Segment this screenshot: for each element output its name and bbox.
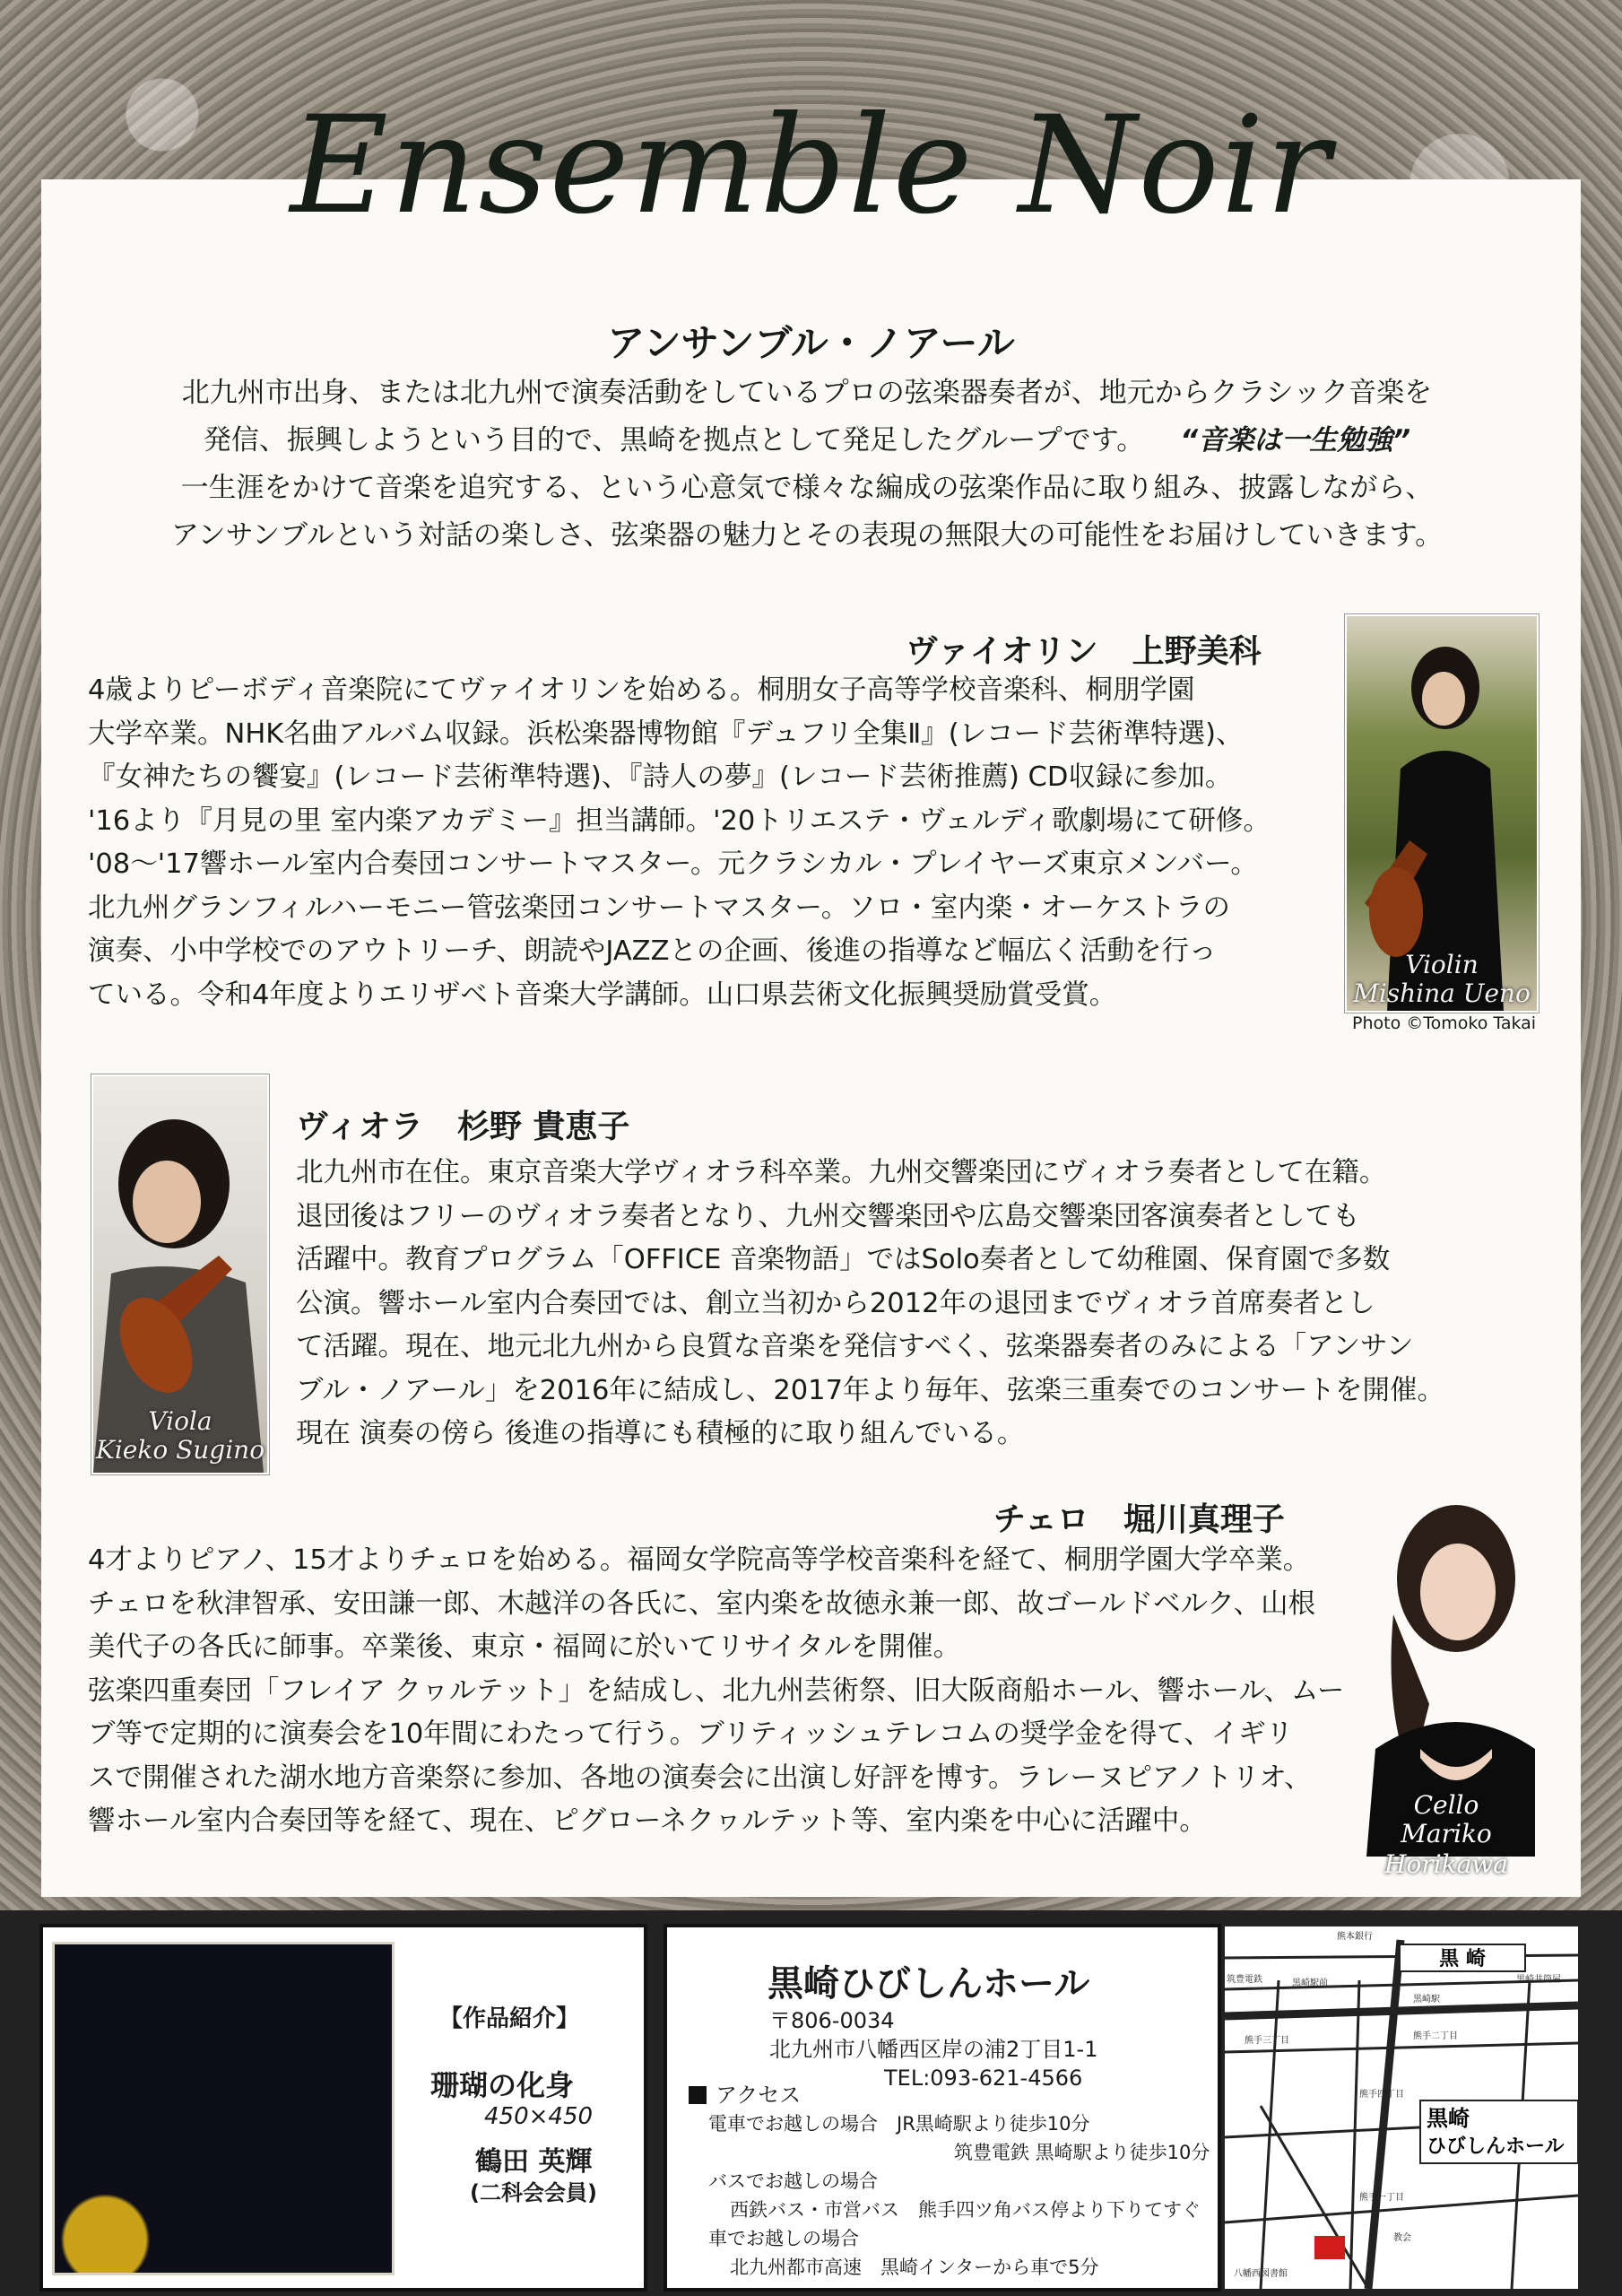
venue-address-block <box>769 2006 1097 2092</box>
ensemble-title: Ensemble Noir <box>290 88 1332 244</box>
cello-name: 堀川真理子 <box>1123 1501 1285 1538</box>
photo-credit: Photo ©Tomoko Takai <box>1352 1013 1537 1033</box>
access-map <box>1225 1926 1578 2289</box>
cello-caption-2: Mariko Horikawa <box>1384 1819 1508 1879</box>
viola-bio <box>296 1152 1444 1457</box>
violin-caption-2: Mishina Ueno <box>1353 978 1531 1008</box>
cellist-photo <box>1357 1480 1535 1879</box>
car-road: 北九州都市高速 <box>730 2257 862 2278</box>
bus-route: 熊手四ツ角バス停より下りてすぐ <box>918 2199 1201 2221</box>
map-label: 熊本銀行 <box>1337 1932 1373 1942</box>
map-venue-line-2: ひびしんホール <box>1427 2135 1565 2158</box>
viola-heading <box>296 1101 629 1147</box>
works-artist: 鶴田 英輝 <box>475 2146 593 2178</box>
bio-line: チェロを秋津智承、安田謙一郎、木越洋の各氏に、室内楽を故徳永兼一郎、故ゴールドベルク、山根 <box>88 1587 1316 1620</box>
bio-line: 活躍中。教育プログラム「OFFICE 音楽物語」ではSolo奏者として幼稚園、保育園で多数 <box>296 1244 1391 1275</box>
map-label: 熊手四丁目 <box>1359 2090 1404 2100</box>
venue-postal: 〒806-0034 <box>769 2008 895 2033</box>
bio-line: '08～'17響ホール室内合奏団コンサートマスター。元クラシカル・プレイヤーズ東京メンバー。 <box>88 848 1258 880</box>
bio-line: 北九州市在住。東京音楽大学ヴィオラ科卒業。九州交響楽団にヴィオラ奏者として在籍。 <box>296 1157 1387 1188</box>
map-label: 筑豊電鉄 <box>1227 1975 1262 1985</box>
access-car-label: 車でお越しの場合 <box>708 2228 859 2249</box>
map-label: 八幡西図書館 <box>1234 2269 1288 2279</box>
violin-bio <box>88 669 1271 1017</box>
map-label: 熊手三丁目 <box>1245 2036 1289 2046</box>
works-heading: 【作品紹介】 <box>439 2005 580 2032</box>
works-size: 450×450 <box>484 2103 594 2130</box>
bio-line: スで開催された湖水地方音楽祭に参加、各地の演奏会に出演し好評を博す。ラレーヌピアノトリオ、 <box>88 1761 1312 1794</box>
intro-line: 一生涯をかけて音楽を追究する、という心意気で様々な編成の弦楽作品に取り組み、披露しながら、 <box>180 472 1434 504</box>
viola-caption-1: Viola <box>148 1406 213 1436</box>
venue-address: 北九州市八幡西区岸の浦2丁目1-1 <box>769 2037 1098 2062</box>
map-label: 黒崎駅前 <box>1292 1979 1328 1988</box>
violin-name: 上野美科 <box>1132 633 1262 670</box>
train-label: 電車でお越しの場合 <box>708 2113 878 2135</box>
map-label: 黒崎駅 <box>1413 1995 1440 2005</box>
intro-line: アンサンブルという対話の楽しさ、弦楽器の魅力とその表現の無限大の可能性をお届けしていきます。 <box>170 519 1444 552</box>
map-drawing <box>1225 1926 1578 2289</box>
ensemble-subtitle: アンサンブル・ノアール <box>607 321 1015 365</box>
venue-tel: TEL:093-621-4566 <box>884 2066 1083 2091</box>
bio-line: 現在 演奏の傍ら 後進の指導にも積極的に取り組んでいる。 <box>296 1418 1025 1449</box>
bio-line: 北九州グランフィルハーモニー管弦楽団コンサートマスター。ソロ・室内楽・オーケストラの <box>88 891 1230 924</box>
intro-line: 北九州市出身、または北九州で演奏活動をしているプロの弦楽器奏者が、地元からクラシック音楽を <box>181 377 1433 409</box>
access-train-2 <box>689 2138 1210 2167</box>
cello-heading <box>993 1494 1285 1540</box>
violin-caption-1: Violin <box>1405 950 1479 979</box>
access-info <box>689 2081 1210 2282</box>
bio-line: ブ等で定期的に演奏会を10年間にわたって行う。ブリティッシュテレコムの奨学金を得て、イギリ <box>88 1718 1294 1750</box>
map-area-label: 黒 崎 <box>1439 1948 1486 1970</box>
bio-line: ブル・ノアール」を2016年に結成し、2017年より毎年、弦楽三重奏でのコンサートを開催。 <box>296 1374 1444 1406</box>
bio-line: 美代子の各氏に師事。卒業後、東京・福岡に於いてリサイタルを開催。 <box>88 1631 961 1663</box>
venue-name: 黒崎ひびしんホール <box>768 1963 1090 2005</box>
venue-marker <box>1314 2236 1345 2259</box>
map-label: 熊手一丁目 <box>1359 2193 1404 2203</box>
artwork-image <box>52 1942 395 2275</box>
intro-line <box>90 417 1524 465</box>
bio-line: 公演。響ホール室内合奏団では、創立当初から2012年の退団までヴィオラ首席奏者とし <box>296 1287 1375 1319</box>
cello-bio <box>88 1539 1344 1844</box>
car-route: 黒崎インターから車で5分 <box>880 2257 1099 2278</box>
intro-quote: “音楽は一生勉強” <box>1180 424 1411 457</box>
access-bus-label: バスでお越しの場合 <box>708 2170 878 2192</box>
violist-photo <box>91 1074 269 1474</box>
map-venue-line-1: 黒崎 <box>1427 2106 1470 2131</box>
bio-line: 4才よりピアノ、15才よりチェロを始める。福岡女学院高等学校音楽科を経て、桐朋学園大学卒業。 <box>88 1544 1311 1576</box>
train-route-2: 筑豊電鉄 黒崎駅より徒歩10分 <box>954 2142 1210 2163</box>
map-label: 熊手二丁目 <box>1413 2031 1458 2041</box>
access-bus <box>689 2196 1210 2224</box>
viola-instrument: ヴィオラ <box>296 1109 423 1145</box>
bio-line: 退団後はフリーのヴィオラ奏者となり、九州交響楽団や広島交響楽団客演奏者としても <box>296 1200 1360 1232</box>
bio-line: ている。令和4年度よりエリザベト音楽大学講師。山口県芸術文化振興奨励賞受賞。 <box>88 978 1117 1011</box>
bio-line: 響ホール室内合奏団等を経て、現在、ピグローネクヮルテット等、室内楽を中心に活躍中。 <box>88 1805 1207 1837</box>
violinist-photo <box>1345 614 1539 1013</box>
bus-lines: 西鉄バス・市営バス <box>730 2199 899 2221</box>
cello-caption-1: Cello <box>1413 1790 1479 1820</box>
cello-instrument: チェロ <box>993 1501 1089 1538</box>
bio-line: 演奏、小中学校でのアウトリーチ、朗読やJAZZとの企画、後進の指導など幅広く活動を行っ <box>88 935 1217 967</box>
bio-line: て活躍。現在、地元北九州から良質な音楽を発信すべく、弦楽器奏者のみによる「アンサン <box>296 1331 1414 1362</box>
access-heading: アクセス <box>689 2081 1210 2109</box>
access-car <box>689 2253 1210 2282</box>
viola-caption-2: Kieko Sugino <box>95 1435 265 1465</box>
map-label: 黒崎井筒屋 <box>1516 1975 1561 1985</box>
works-title: 珊瑚の化身 <box>430 2068 575 2102</box>
access-train <box>689 2109 1210 2138</box>
bio-line: 大学卒業。NHK名曲アルバム収録。浜松楽器博物館『デュフリ全集Ⅱ』(レコード芸術準特選)、 <box>88 718 1244 750</box>
intro-line-text: 発信、振興しようという目的で、黒崎を拠点として発足したグループです。 <box>203 424 1145 457</box>
bio-line: 『女神たちの饗宴』(レコード芸術準特選)、『詩人の夢』(レコード芸術推薦) CD収録に参加。 <box>88 761 1233 793</box>
violin-instrument: ヴァイオリン <box>906 633 1098 670</box>
violin-heading <box>906 626 1262 672</box>
bio-line: 4歳よりピーボディ音楽院にてヴァイオリンを始める。桐朋女子高等学校音楽科、桐朋学園 <box>88 674 1195 706</box>
bio-line: '16より『月見の里 室内楽アカデミー』担当講師。'20トリエステ・ヴェルディ歌劇場にて研修。 <box>88 804 1271 837</box>
intro-text <box>90 370 1524 560</box>
train-route-1: JR黒崎駅より徒歩10分 <box>897 2113 1090 2135</box>
works-group: (二科会会員) <box>470 2180 597 2205</box>
bio-line: 弦楽四重奏団「フレイア クヮルテット」を結成し、北九州芸術祭、旧大阪商船ホール、響ホール、ムー <box>88 1674 1345 1707</box>
map-label: 教会 <box>1393 2233 1411 2243</box>
viola-name: 杉野 貴恵子 <box>456 1109 630 1145</box>
